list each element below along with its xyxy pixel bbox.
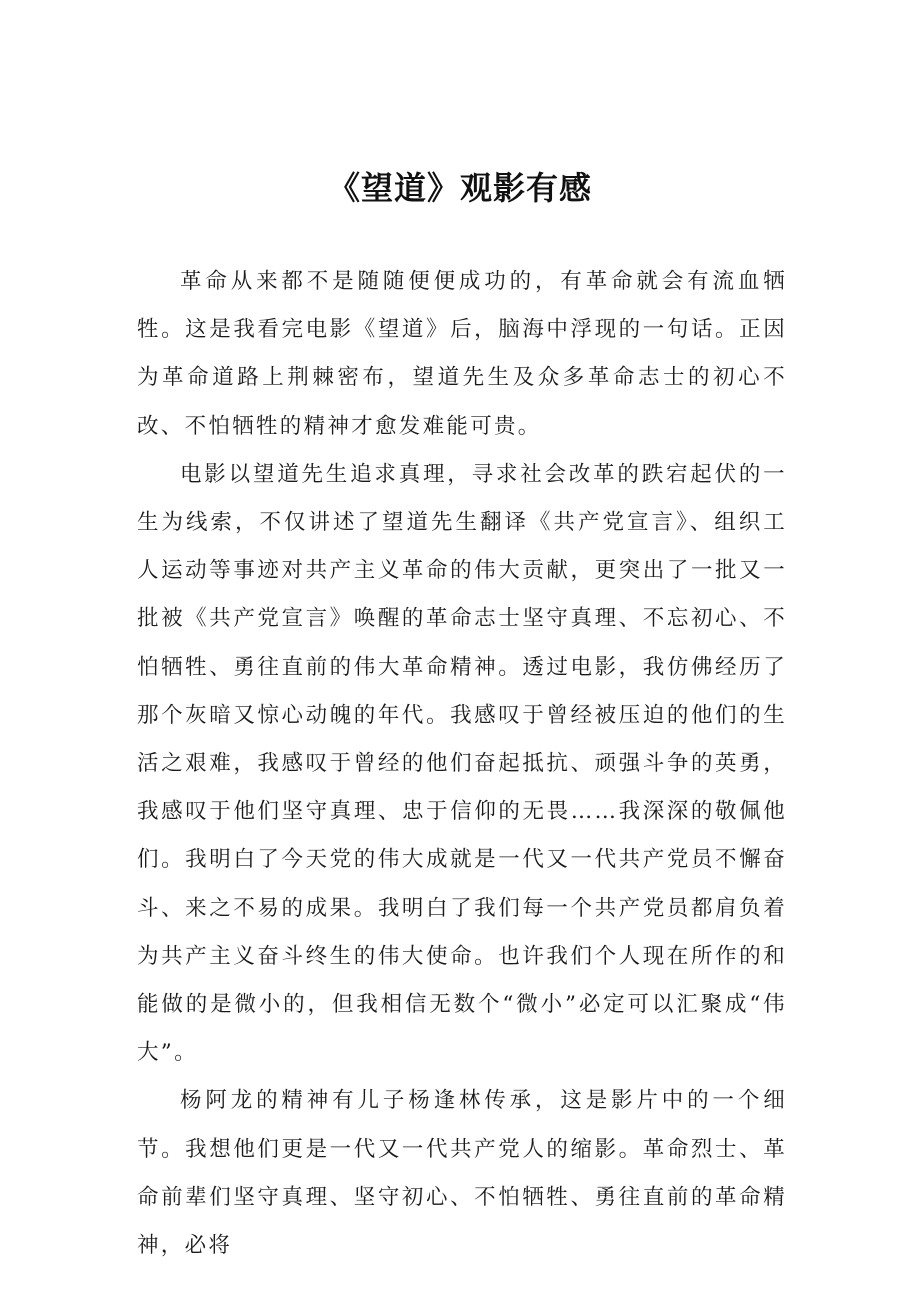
document-title: 《望道》观影有感 [327,169,592,207]
paragraph: 革命从来都不是随随便便成功的，有革命就会有流血牺牲。这是我看完电影《望道》后，脑海中浮现的一句话。正因为革命道路上荆棘密布，望道先生及众多革命志士的初心不改、不怕牺牲的精神才愈发难能可贵。 [137,269,787,439]
paragraph: 电影以望道先生追求真理，寻求社会改革的跌宕起伏的一生为线索，不仅讲述了望道先生翻译《共产党宣言》、组织工人运动等事迹对共产主义革命的伟大贡献，更突出了一批又一批被《共产党宣言》唤醒的革命志士坚守真理、不忘初心、不怕牺牲、勇往直前的伟大革命精神。透过电影，我仿佛经历了那个灰暗又惊心动魄的年代。我感叹于曾经被压迫的他们的生活之艰难，我感叹于曾经的他们奋起抵抗、顽强斗争的英勇，我感叹于他们坚守真理、忠于信仰的无畏……我深深的敬佩他们。我明白了今天党的伟大成就是一代又一代共产党员不懈奋斗、来之不易的成果。我明白了我们每一个共产党员都肩负着为共产主义奋斗终生的伟大使命。也许我们个人现在所作的和能做的是微小的，但我相信无数个“微小”必定可以汇聚成“伟大”。 [137,461,787,1066]
document-body [137,258,787,1270]
paragraph: 杨阿龙的精神有儿子杨逢林传承，这是影片中的一个细节。我想他们更是一代又一代共产党人的缩影。革命烈士、革命前辈们坚守真理、坚守初心、不怕牺牲、勇往直前的革命精神，必将 [137,1088,787,1259]
